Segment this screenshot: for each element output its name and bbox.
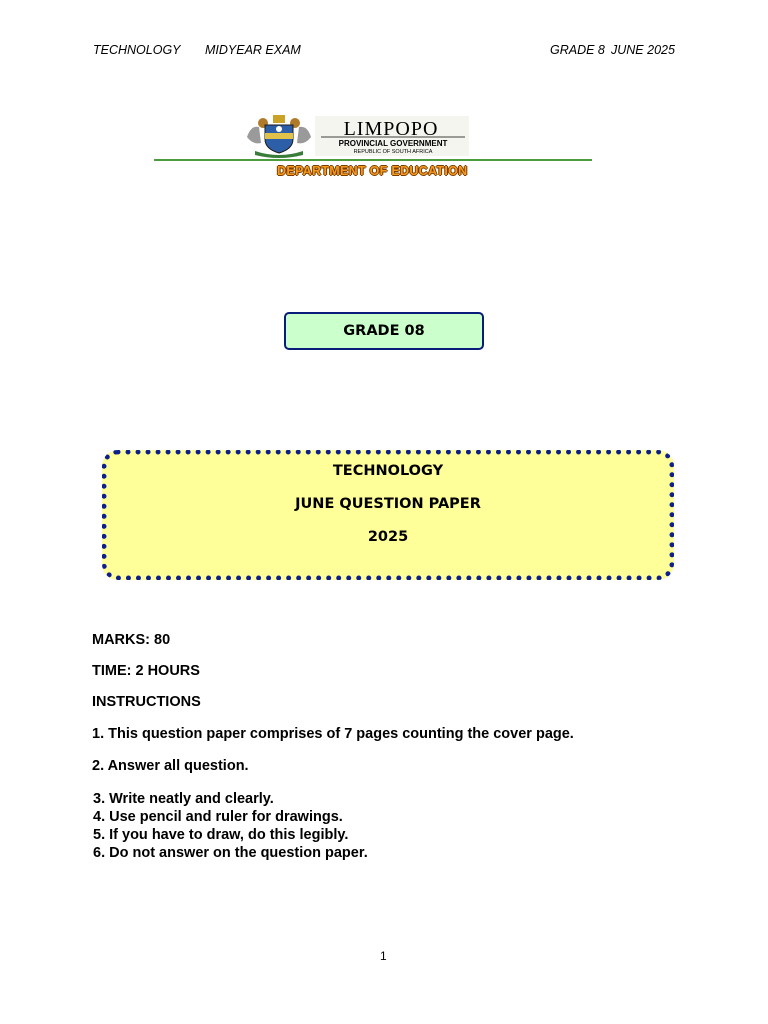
title-box	[102, 450, 674, 580]
header-grade: GRADE 8	[550, 43, 605, 57]
title-year: 2025	[367, 529, 409, 545]
instruction-item: 5. If you have to draw, do this legibly.	[93, 827, 349, 843]
logo-divider-line	[154, 159, 592, 161]
instruction-item: 4. Use pencil and ruler for drawings.	[93, 809, 343, 825]
department-title: DEPARTMENT OF EDUCATION	[277, 164, 468, 178]
instructions-heading: INSTRUCTIONS	[92, 694, 201, 710]
time-text: TIME: 2 HOURS	[92, 663, 200, 679]
title-subject: TECHNOLOGY	[332, 463, 444, 479]
header-date: JUNE 2025	[611, 43, 675, 57]
instruction-item: 2. Answer all question.	[92, 758, 249, 774]
instruction-item: 1. This question paper comprises of 7 pages counting the cover page.	[92, 726, 574, 742]
header-exam: MIDYEAR EXAM	[205, 43, 301, 57]
instruction-list	[93, 790, 368, 862]
title-paper: JUNE QUESTION PAPER	[295, 496, 481, 512]
header-subject: TECHNOLOGY	[93, 43, 181, 57]
instruction-item: 3. Write neatly and clearly.	[93, 791, 274, 807]
coat-of-arms-icon	[247, 115, 311, 158]
logo-title: LIMPOPO	[343, 118, 439, 140]
instruction-item: 6. Do not answer on the question paper.	[93, 845, 368, 861]
logo-line2: REPUBLIC OF SOUTH AFRICA	[353, 149, 433, 155]
logo-line1: PROVINCIAL GOVERNMENT	[338, 139, 448, 148]
page-number: 1	[380, 949, 387, 963]
marks-text: MARKS: 80	[92, 632, 171, 648]
limpopo-coat-of-arms-logo	[243, 113, 469, 159]
grade-box: GRADE 08	[284, 312, 484, 350]
